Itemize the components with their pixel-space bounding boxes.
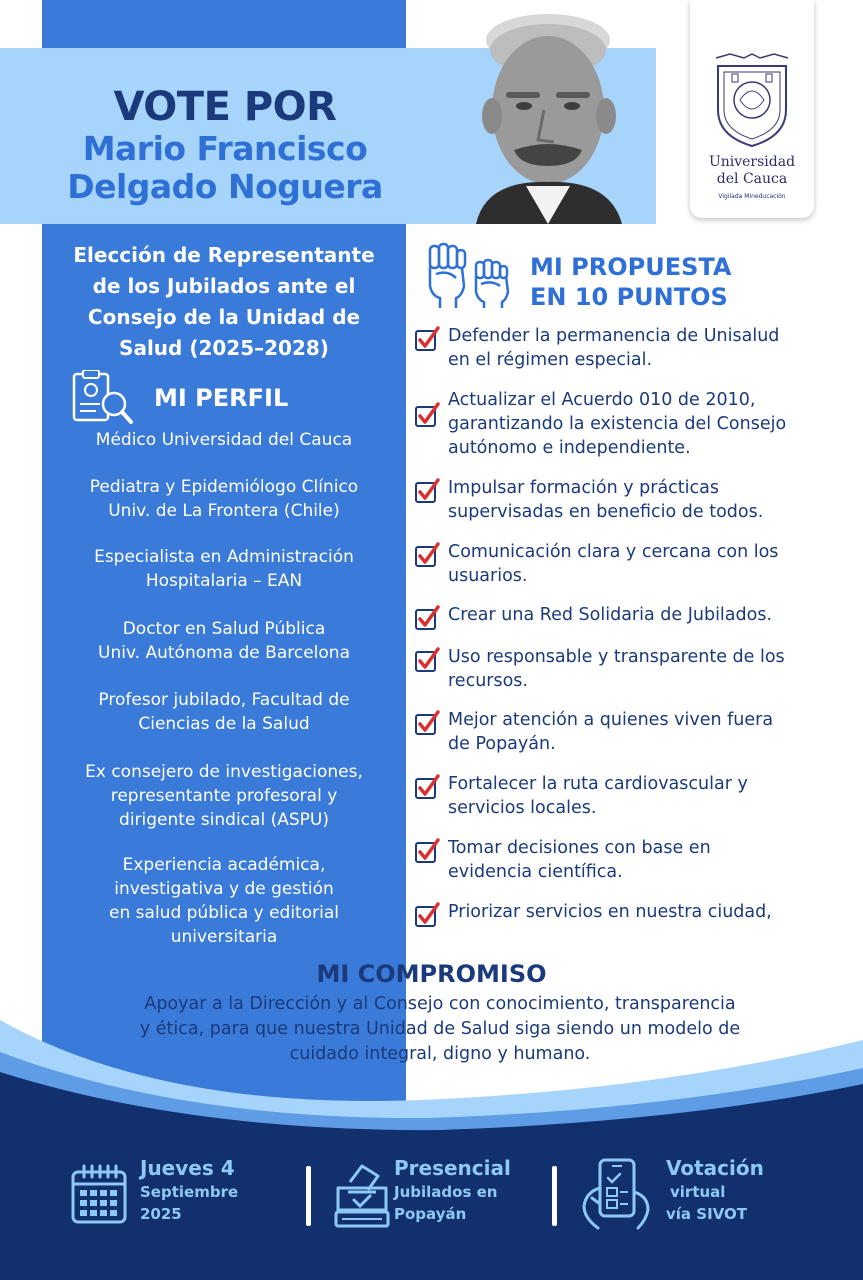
footer-separator: [306, 1166, 311, 1226]
perfil-line: Univ. Autónoma de Barcelona: [98, 643, 350, 663]
vote-title: VOTE POR: [113, 84, 337, 130]
phone-vote-icon: [578, 1158, 654, 1230]
propuesta-heading-line1: MI PROPUESTA: [530, 253, 732, 281]
perfil-line: Especialista en Administración: [94, 547, 354, 567]
propuesta-line: Defender la permanencia de Unisalud: [448, 326, 780, 346]
footer-virtual-line2: virtual: [670, 1183, 726, 1201]
propuesta-line: Mejor atención a quienes viven fuera: [448, 710, 774, 730]
perfil-line: en salud pública y editorial: [109, 903, 339, 923]
propuesta-line: Uso responsable y transparente de los: [448, 647, 785, 667]
ballot-box-icon: [334, 1162, 390, 1228]
university-seal-icon: [710, 52, 794, 148]
perfil-item-2: [42, 475, 406, 523]
propuesta-line: Comunicación clara y cercana con los: [448, 542, 779, 562]
footer-date-year: 2025: [140, 1205, 182, 1223]
perfil-line: Médico Universidad del Cauca: [95, 430, 353, 450]
checkbox-icon: [414, 402, 440, 428]
candidate-name-line2: Delgado Noguera: [67, 167, 383, 206]
checkbox-icon: [414, 478, 440, 504]
propuesta-line: Priorizar servicios en nuestra ciudad,: [448, 902, 772, 922]
propuesta-line: en el régimen especial.: [448, 350, 653, 370]
propuesta-line: de Popayán.: [448, 734, 556, 754]
perfil-line: representante profesoral y: [110, 786, 338, 806]
perfil-item-1: [42, 428, 406, 452]
perfil-line: Ciencias de la Salud: [138, 714, 310, 734]
election-title-line4: Salud (2025–2028): [119, 336, 329, 360]
propuesta-heading-line2: EN 10 PUNTOS: [530, 283, 728, 311]
perfil-line: universitaria: [170, 927, 278, 947]
compromiso-heading: MI COMPROMISO: [316, 960, 547, 988]
propuesta-line: evidencia científica.: [448, 862, 623, 882]
candidate-photo: [456, 10, 642, 224]
footer-date-day: Jueves 4: [140, 1156, 235, 1180]
perfil-heading: MI PERFIL: [154, 384, 289, 412]
perfil-item-3: [42, 545, 406, 593]
candidate-name-line1: Mario Francisco: [82, 129, 368, 168]
checkbox-icon: [414, 902, 440, 928]
fist-icon: [426, 240, 516, 310]
perfil-item-4: [42, 617, 406, 665]
footer-virtual-line3: vía SIVOT: [666, 1205, 747, 1223]
election-title-line1: Elección de Representante: [73, 243, 375, 267]
university-name-line1: Universidad: [708, 154, 796, 170]
footer-separator: [552, 1166, 557, 1226]
propuesta-line: supervisadas en beneficio de todos.: [448, 502, 764, 522]
checkbox-icon: [414, 326, 440, 352]
footer-presencial-line3: Popayán: [394, 1205, 467, 1223]
perfil-line: dirigente sindical (ASPU): [119, 810, 329, 830]
checkbox-icon: [414, 710, 440, 736]
propuesta-line: Fortalecer la ruta cardiovascular y: [448, 774, 748, 794]
propuesta-line: Crear una Red Solidaria de Jubilados.: [448, 605, 773, 625]
checkbox-icon: [414, 605, 440, 631]
compromiso-line-2: y ética, para que nuestra Unidad de Salud siga siendo un modelo de: [139, 1019, 741, 1039]
calendar-icon: [70, 1164, 128, 1226]
perfil-item-7: [42, 853, 406, 949]
propuesta-line: usuarios.: [448, 566, 528, 586]
university-motto: Vigilada Mineducación: [718, 193, 786, 200]
propuesta-line: autónomo e independiente.: [448, 438, 691, 458]
perfil-line: Univ. de La Frontera (Chile): [108, 501, 340, 521]
footer-presencial-line2: Jubilados en: [394, 1183, 498, 1201]
election-title-line2: de los Jubilados ante el: [92, 274, 356, 298]
footer-date-month: Septiembre: [140, 1183, 239, 1201]
perfil-line: Pediatra y Epidemiólogo Clínico: [89, 477, 359, 497]
checkbox-icon: [414, 838, 440, 864]
propuesta-line: Impulsar formación y prácticas: [448, 478, 719, 498]
footer-presencial-title: Presencial: [394, 1156, 511, 1180]
propuesta-line: Tomar decisiones con base en: [448, 838, 711, 858]
perfil-line: Ex consejero de investigaciones,: [85, 762, 363, 782]
university-logo: [690, 0, 814, 218]
perfil-line: investigativa y de gestión: [114, 879, 334, 899]
perfil-line: Experiencia académica,: [122, 855, 326, 875]
checkbox-icon: [414, 647, 440, 673]
propuesta-line: recursos.: [448, 671, 528, 691]
footer-virtual-title: Votación: [666, 1156, 764, 1180]
propuesta-line: Actualizar el Acuerdo 010 de 2010,: [448, 390, 756, 410]
compromiso-line-3: cuidado integral, digno y humano.: [289, 1044, 591, 1064]
checkbox-icon: [414, 774, 440, 800]
propuesta-line: servicios locales.: [448, 798, 597, 818]
perfil-item-5: [42, 688, 406, 736]
clipboard-search-icon: [70, 370, 134, 426]
university-name-line2: del Cauca: [716, 171, 788, 187]
perfil-line: Profesor jubilado, Facultad de: [98, 690, 350, 710]
perfil-line: Hospitalaria – EAN: [145, 571, 303, 591]
perfil-item-6: [42, 760, 406, 832]
checkbox-icon: [414, 542, 440, 568]
compromiso-line-1: Apoyar a la Dirección y al Consejo con conocimiento, transparencia: [144, 994, 736, 1014]
propuesta-line: garantizando la existencia del Consejo: [448, 414, 787, 434]
election-title-line3: Consejo de la Unidad de: [87, 305, 361, 329]
perfil-line: Doctor en Salud Pública: [122, 619, 326, 639]
